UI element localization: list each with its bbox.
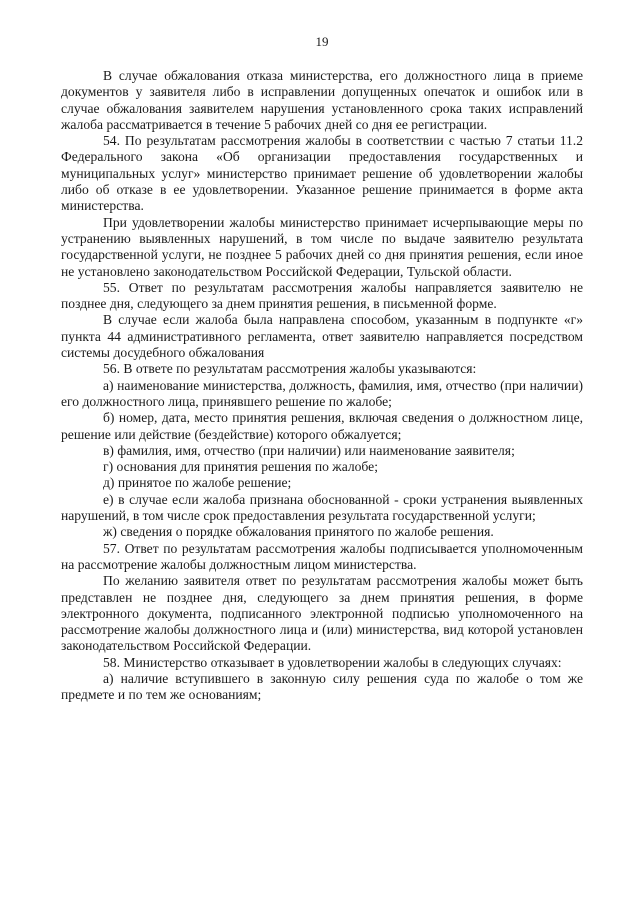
paragraph-58-refusal: 58. Министерство отказывает в удовлетворении жалобы в следующих случаях: (103, 654, 562, 670)
list-item-b: б) номер, дата, место принятия решения, включая сведения о должностном лице, решение или действие (бездействие) которого обжалуется; (61, 410, 583, 442)
paragraph-56-answer-contents: 56. В ответе по результатам рассмотрения жалобы указываются: (103, 361, 477, 377)
list-item-g: г) основания для принятия решения по жалобе; (103, 459, 378, 475)
list-item-v: в) фамилия, имя, отчество (при наличии) или наименование заявителя; (103, 442, 515, 458)
document-body (61, 68, 583, 704)
paragraph-57-signature: 57. Ответ по результатам рассмотрения жалобы подписывается уполномоченным на рассмотрение жалобы должностным лицом министерства. (61, 540, 583, 572)
list-item-d: д) принятое по жалобе решение; (103, 475, 292, 491)
list-item-a: а) наименование министерства, должность, фамилия, имя, отчество (при наличии) его должностного лица, принявшего решение по жалобе; (61, 377, 583, 409)
paragraph-electronic-answer: По желанию заявителя ответ по результатам рассмотрения жалобы может быть представлен не позднее дня, следующего за днем принятия решения, в форме электронного документа, подписанного электронной подписью уполномоченного на рассмотрение жалобы должностного лица и (или) министерства, вид которой установлен законодательством Российской Федерации. (61, 573, 583, 654)
paragraph-54-decision: 54. По результатам рассмотрения жалобы в соответствии с частью 7 статьи 11.2 Федерального закона «Об организации предоставления государственных и муниципальных услуг» министерство принимает решение об удовлетворении жалобы либо об отказе в ее удовлетворении. Указанное решение принимается в форме акта министерства. (61, 133, 583, 214)
page-number: 19 (315, 34, 329, 49)
list-item-zh: ж) сведения о порядке обжалования принятого по жалобе решения. (103, 524, 494, 540)
paragraph-complaint-review-term: В случае обжалования отказа министерства, его должностного лица в приеме документов у заявителя либо в исправлении допущенных опечаток и ошибок или в случае обжалования заявителем нарушения установленного срока таких исправлений жалоба рассматривается в течение 5 рабочих дней со дня ее регистрации. (61, 68, 583, 132)
paragraph-55-answer: 55. Ответ по результатам рассмотрения жалобы направляется заявителю не позднее дня, следующего за днем принятия решения, в письменной форме. (61, 279, 583, 312)
paragraph-pretrial-system: В случае если жалоба была направлена способом, указанным в подпункте «г» пункта 44 административного регламента, ответ заявителю направляется посредством системы досудебного обжалования (61, 312, 583, 361)
list-item-e: е) в случае если жалоба признана обоснованной - сроки устранения выявленных нарушений, в том числе срок предоставления результата государственной услуги; (61, 491, 583, 524)
paragraph-satisfaction-measures: При удовлетворении жалобы министерство принимает исчерпывающие меры по устранению выявленных нарушений, в том числе по выдаче заявителю результата государственной услуги, не позднее 5 рабочих дней со дня принятия решения, если иное не установлено законодательством Российской Федерации, Тульской области. (61, 214, 583, 279)
list-item-58-a: а) наличие вступившего в законную силу решения суда по жалобе о том же предмете и по тем же основаниям; (61, 670, 583, 703)
